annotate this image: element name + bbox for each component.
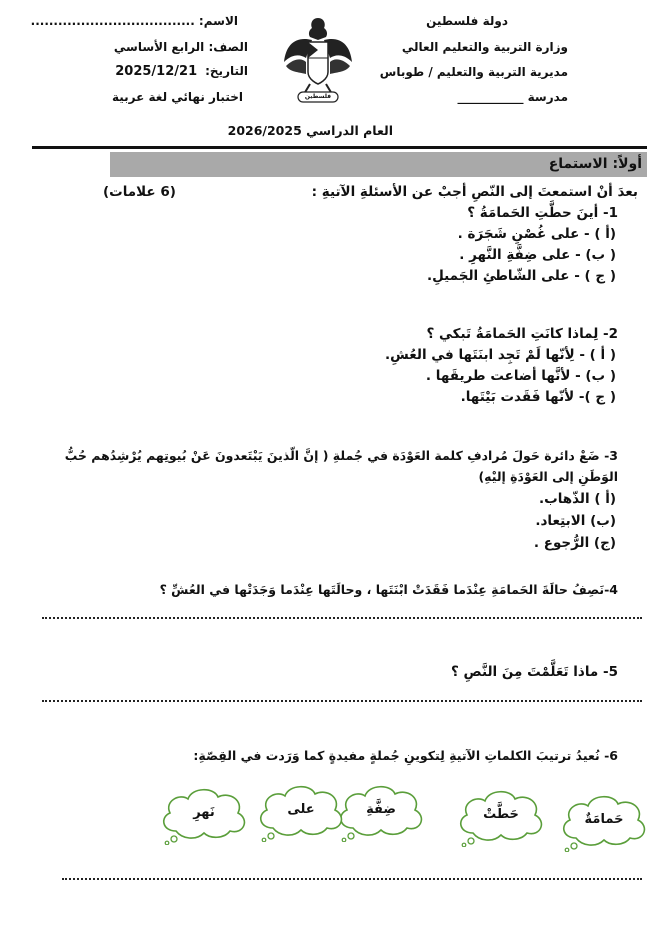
q6-answer-line[interactable] (62, 878, 642, 880)
q3-text-line2: الوَطَنِ إلى العَوْدَةِ إليْهِ) (478, 469, 618, 484)
q1-text: 1- أينَ حطَّتِ الحَمامَةُ ؟ (467, 205, 618, 221)
header-ministry: وزارة التربية والتعليم العالي (401, 40, 568, 54)
header-directorate: مديرية التربية والتعليم / طوباس (379, 65, 568, 79)
q3-option-b[interactable]: (ب) الابتِعاد. (535, 513, 616, 529)
exam-title: اختبار نهائي لغة عربية (112, 90, 243, 104)
q2-option-c[interactable]: ( ج )- لأنّها فَقَدت بَيْتَها. (460, 389, 616, 405)
date-row (115, 64, 248, 79)
date-value: 2025/12/21 (115, 64, 198, 79)
q2-option-b[interactable]: ( ب) - لأنَّها أضاعت طريقَها . (425, 368, 616, 384)
date-label: التاريخ: (205, 64, 248, 78)
q1-option-b[interactable]: ( ب) - على ضِفَّةِ النَّهرِ . (459, 247, 616, 263)
header-divider (32, 146, 647, 149)
section-title: أولاً: الاستماع (548, 156, 642, 172)
academic-year: العام الدراسي 2026/2025 (227, 123, 393, 138)
palestine-eagle-emblem (282, 14, 354, 106)
q3-text-line1: 3- ضَعْ دائرة حَولَ مُرادفِ كلمة العَوْدَة في جُملةِ ( إنَّ الّذينَ يَبْتَعدونَ عَنْ بُيوتِهم يُرْشِدُهم حُبُّ (64, 448, 618, 463)
header-school: مدرسة ___________ (457, 90, 568, 104)
grade-label: الصف: الرابع الأساسي (113, 40, 248, 54)
word-1-label: حَمامَةٌ (584, 812, 624, 827)
q2-text: 2- لِماذا كانَتِ الحَمامَةُ تَبكي ؟ (426, 326, 618, 342)
q2-option-a[interactable]: ( أ ) - لِأنّها لَمْ تَجِد ابنَتَها في العُشِ. (385, 347, 616, 363)
word-cloud-4[interactable] (255, 780, 347, 842)
q1-option-a[interactable]: (أ ) - على غُصْنِ شَجَرَة . (457, 226, 616, 242)
header-country: دولة فلسطين (426, 14, 508, 28)
word-3-label: ضِفَّةِ (366, 802, 396, 817)
q3-option-c[interactable]: (ج) الرُّجوع . (533, 535, 616, 551)
word-4-label: على (287, 802, 315, 817)
section-marks: (6 علامات) (103, 184, 176, 200)
q3-option-a[interactable]: (أ ) الذّهاب. (539, 491, 616, 507)
word-cloud-3[interactable] (335, 780, 427, 842)
q5-answer-line[interactable] (42, 700, 642, 702)
word-5-label: نَهرِ (193, 805, 215, 820)
q4-text: 4-نَصِفُ حالَةَ الحَمامَةِ عِنْدَما فَقَدَتْ ابْنَتَها ، وحالَتَها عِنْدَما وَجَدَتْها في العُشِّ ؟ (159, 582, 618, 597)
q6-text: 6- نُعيدُ ترتيبَ الكلماتِ الآتيةِ لِتكوينِ جُملةٍ مفيدةٍ كما وَرَدت في القِصّةِ: (193, 748, 618, 763)
word-cloud-5[interactable] (158, 783, 250, 845)
student-name-field[interactable]: الاسم: .................................... (30, 14, 238, 28)
word-cloud-1[interactable] (558, 790, 650, 852)
q5-text: 5- ماذا تَعَلَّمْتَ مِنَ النَّصِ ؟ (451, 664, 618, 680)
section-instruction: بعدَ أنْ استمعتَ إلى النّصِ أجبْ عن الأسئلةِ الآتيةِ : (311, 184, 638, 200)
emblem-banner-text: فلسطين (304, 93, 332, 100)
q4-answer-line[interactable] (42, 617, 642, 619)
word-2-label: حَطَّتْ (483, 807, 519, 822)
q1-option-c[interactable]: ( ج ) - على الشّاطئِ الجَميلِ. (426, 268, 616, 284)
word-cloud-2[interactable] (455, 785, 547, 847)
